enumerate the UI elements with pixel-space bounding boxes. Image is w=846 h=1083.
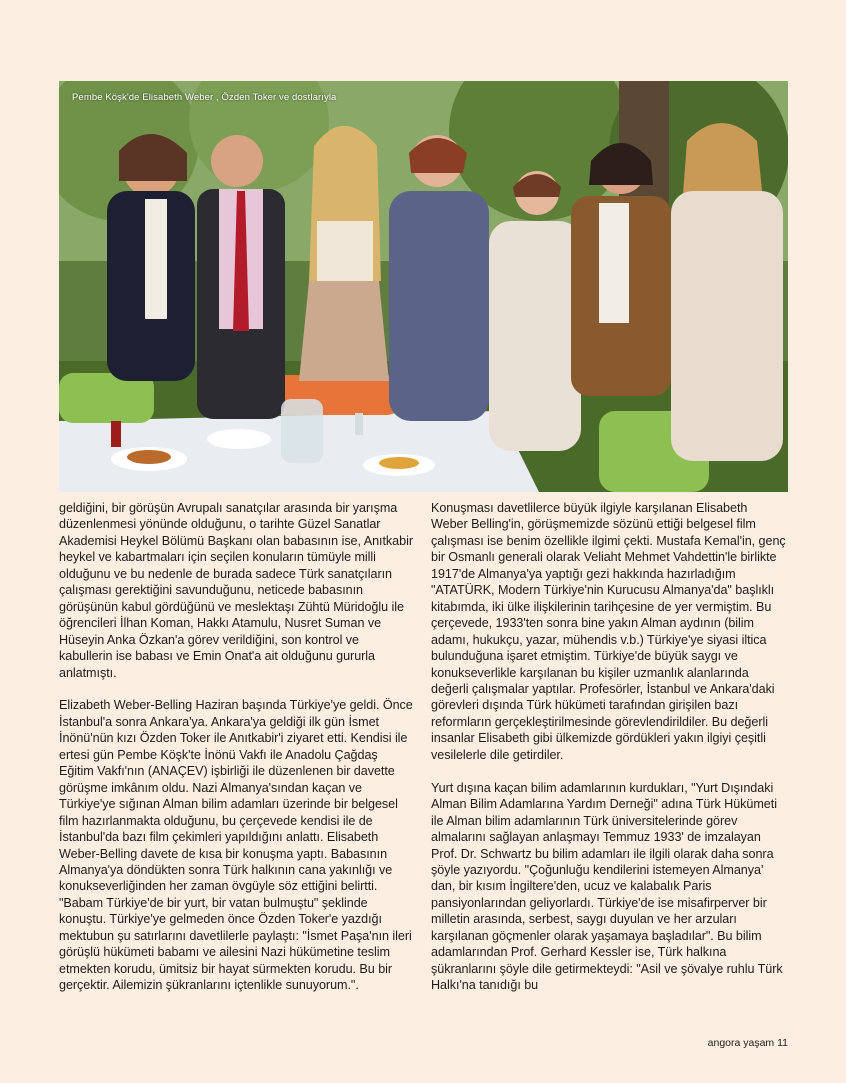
group-photo: [59, 81, 788, 492]
left-paragraph-2: Elizabeth Weber-Belling Haziran başında Türkiye'ye geldi. Önce İstanbul'a sonra Ankara'ya. Ankara'ya geldiği ilk gün İsmet İnönü'nün kızı Özden Toker ile Anıtkabir'i ziyaret etti. Kendisi ile ertesi gün Pembe Köşk'te İnönü Vakfı ile Anadolu Çağdaş Eğitim Vakfı'nın (ANAÇEV) işbirliği ile düzenlenen bir davette görüşme imkânım oldu. Nazi Almanya'sından kaçan ve Türkiye'ye sığınan Alman bilim adamları üzerinde bir belgesel film hazırlanmakta olduğunu, bu çerçevede kendisi ile de İstanbul'da bazı film çekimleri yapıldığını anlattı. Elisabeth Weber-Belling davete de kısa bir konuşma yaptı. Babasının Almanya'ya döndükten sonra Türk halkının cana yakınlığı ve konukseverliğinden her zaman övgüyle söz ettiğini belirtti. "Babam Türkiye'de bir yurt, bir vatan bulmuştu" şeklinde konuştu. Türkiye'ye gelmeden önce Özden Toker'e yazdığı mektubun şu satırlarını davetlilerle paylaştı: "İsmet Paşa'nın ileri görüşlü hükümeti babamı ve ailesini Nazi hükümetine teslim etmekten korudu, ümitsiz bir hayat sürmekten korudu. Bu bir gerçektir. Ailemizin şükranlarını içtenlikle sunuyorum.".: [59, 698, 413, 993]
right-text-column: [431, 500, 787, 994]
photo-caption: Pembe Köşk'de Elisabeth Weber , Özden Toker ve dostlarıyla: [72, 92, 337, 103]
left-paragraph-1: geldiğini, bir görüşün Avrupalı sanatçılar arasında bir yarışma düzenlenmesi yönünde olduğunu, o tarihte Güzel Sanatlar Akademisi Heykel Bölümü Başkanı olan babasının ise, Anıtkabir heykel ve kabartmaları için seçilen konuların tümüyle milli olduğunu ve bu nedenle de burada sadece Türk sanatçıların çalışması gerektiğini savunduğunu, neticede babasının görüşünün kabul gördüğünü ve meslektaşı Zühtü Müridoğlu ile öğrencileri İlhan Koman, Hakkı Atamulu, Nusret Suman ve Hüseyin Anka Özkan'a görev verildiğini, son kontrol ve kabullerin ise babası ve Emin Onat'a ait olduğunu gururla anlatmıştı.: [59, 501, 413, 680]
left-text-column: [59, 500, 415, 994]
right-paragraph-2: Yurt dışına kaçan bilim adamlarının kurdukları, "Yurt Dışındaki Alman Bilim Adamlarına Yardım Derneği" adına Türk Hükümeti ile Alman bilim adamlarının Türk üniversitelerinde görev almalarını sağlayan anlaşmayı Temmuz 1933' de imzalayan Prof. Dr. Schwartz bu bilim adamları ile ilgili olarak daha sonra şöyle yazıyordu. "Çoğunluğu kendilerini istemeyen Almanya' dan, bir kısım İngiltere'den, ucuz ve kalabalık Paris pansiyonlarından geliyorlardı. Türkiye'de ise misafirperver bir milletin arasında, serbest, saygı duyulan ve her arzuları karşılanan göçmenler olarak yaşamaya başladılar". Bu bilim adamlarından Prof. Gerhard Kessler ise, Türk halkına şükranlarını şöyle dile getirmekteydi: "Asil ve şövalye ruhlu Türk Halkı'na tanıdığı bu: [431, 780, 783, 993]
group-photo-illustration: [59, 81, 788, 492]
page-footer: angora yaşam 11: [707, 1037, 788, 1049]
right-paragraph-1: Konuşması davetlilerce büyük ilgiyle karşılanan Elisabeth Weber Belling'in, görüşmemizde sözünü ettiği belgesel film çalışması ise benim özellikle ilgimi çekti. Mustafa Kemal'in, genç bir Osmanlı generali olarak Veliaht Mehmet Vahdettin'le birlikte 1917'de Almanya'ya yaptığı gezi hakkında hazırladığım "ATATÜRK, Modern Türkiye'nin Kurucusu Almanya'da" başlıklı kitabımda, iki ülke ilişkilerinin tarihçesine de yer vermiştim. Bu çerçevede, 1933'ten sonra bine yakın Alman aydının (bilim adamı, hukukçu, yazar, mühendis v.b.) Türkiye'ye siyasi iltica bulunduğuna işaret etmiştim. Türkiye'de büyük saygı ve konukseverlikle karşılanan bu kişiler uzmanlık alanlarında değerli çalışmalar yaptılar. Profesörler, İstanbul ve Ankara'daki görevleri dışında Türk hükümeti tarafından girişilen bazı reformların gerçekleştirilmesinde görevlendirildiler. Bu değerli insanlar Elisabeth gibi ülkemizde gördükleri yakın ilgiyi çeşitli vesilelerle dile getirdiler.: [431, 501, 786, 762]
